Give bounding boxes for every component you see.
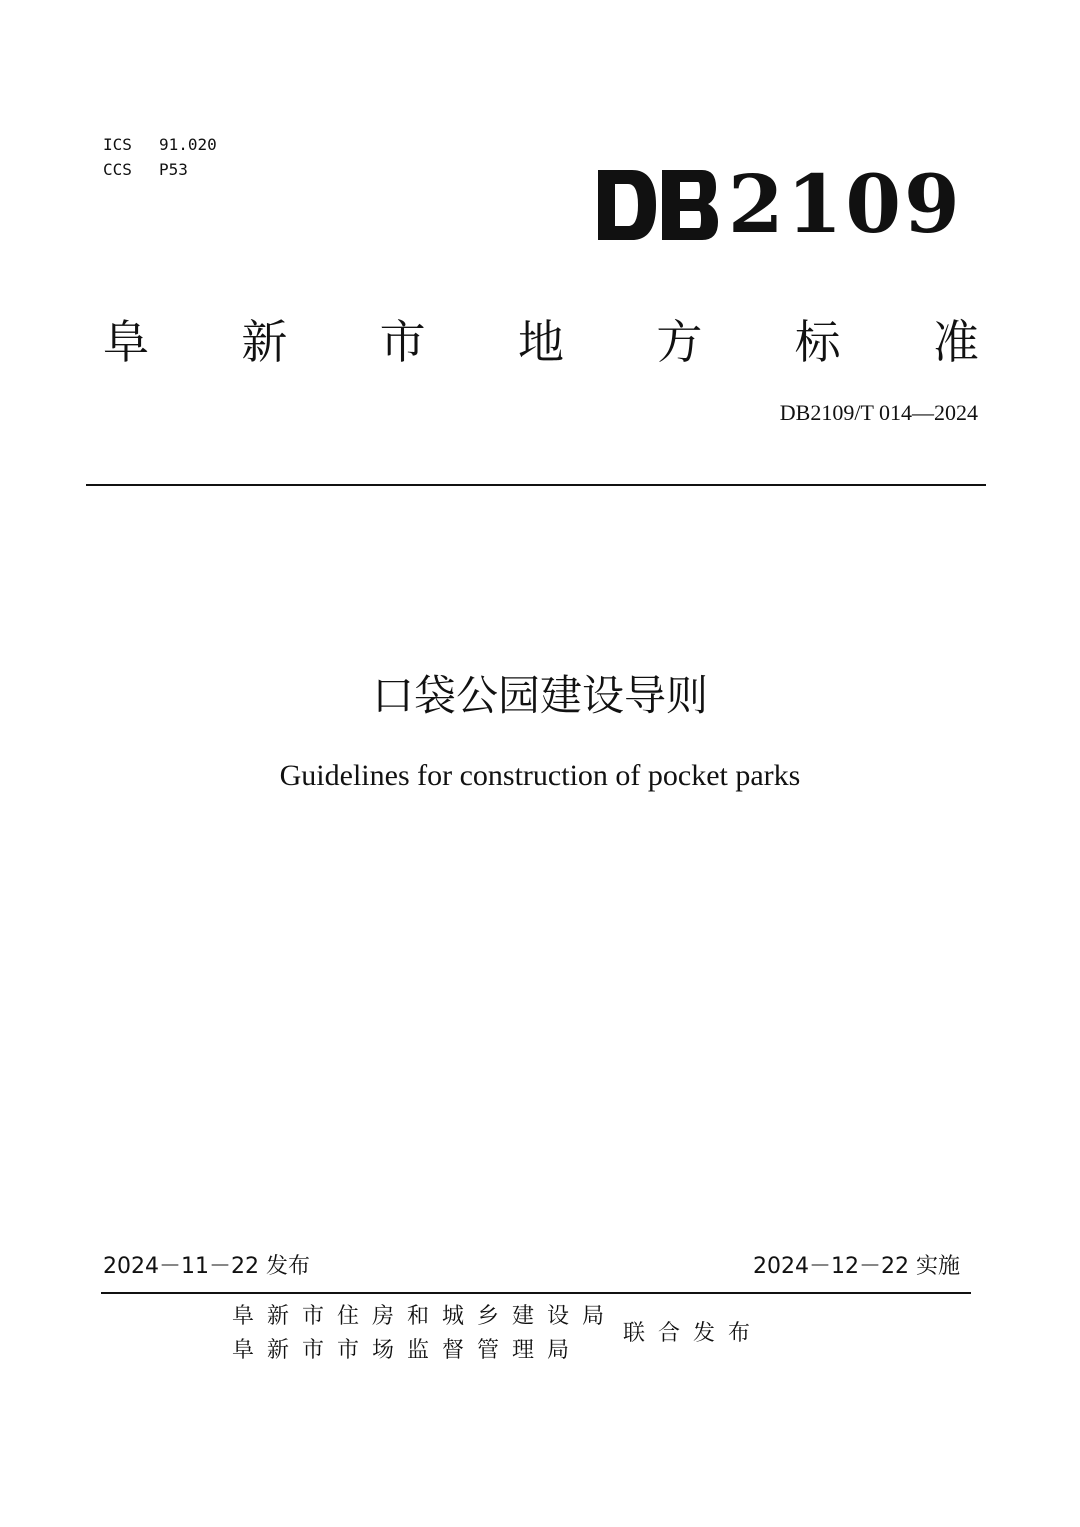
- ccs-row: [103, 157, 217, 182]
- issuing-authorities: [232, 1300, 763, 1368]
- standard-type-char: 地: [517, 315, 564, 369]
- issuer-housing-bureau: 阜新市住房和城乡建设局: [232, 1304, 618, 1329]
- ccs-label: CCS: [103, 160, 132, 179]
- document-title-english: Guidelines for construction of pocket parks: [279, 759, 801, 792]
- issuer-list: [232, 1300, 617, 1368]
- standard-type-char: 阜: [103, 315, 149, 369]
- joint-release-label: 联合发布: [623, 1321, 764, 1346]
- standard-type-char: 方: [656, 315, 703, 369]
- publish-date: 2024－11－22 发布: [103, 1254, 310, 1279]
- standard-type-char: 准: [932, 315, 979, 369]
- bottom-divider: [101, 1292, 971, 1294]
- issuer-market-bureau: 阜新市市场监督管理局: [232, 1338, 583, 1363]
- ics-value: 91.020: [159, 135, 217, 154]
- db-logo-icon: [598, 170, 718, 240]
- classification-codes: [103, 132, 217, 182]
- db-standard-mark: [598, 157, 963, 251]
- standard-type-char: 标: [794, 315, 841, 369]
- ccs-value: P53: [159, 160, 188, 179]
- db-region-number: 2109: [728, 157, 963, 251]
- top-divider: [86, 484, 986, 486]
- standard-code: DB2109/T 014—2024: [779, 400, 978, 425]
- document-title-chinese: 口袋公园建设导则: [371, 671, 708, 720]
- standard-type-heading: [103, 315, 979, 369]
- standard-type-char: 市: [379, 315, 426, 369]
- implement-date: 2024－12－22 实施: [753, 1254, 960, 1279]
- ics-row: [103, 132, 217, 157]
- standard-type-char: 新: [241, 315, 288, 369]
- ics-label: ICS: [103, 135, 132, 154]
